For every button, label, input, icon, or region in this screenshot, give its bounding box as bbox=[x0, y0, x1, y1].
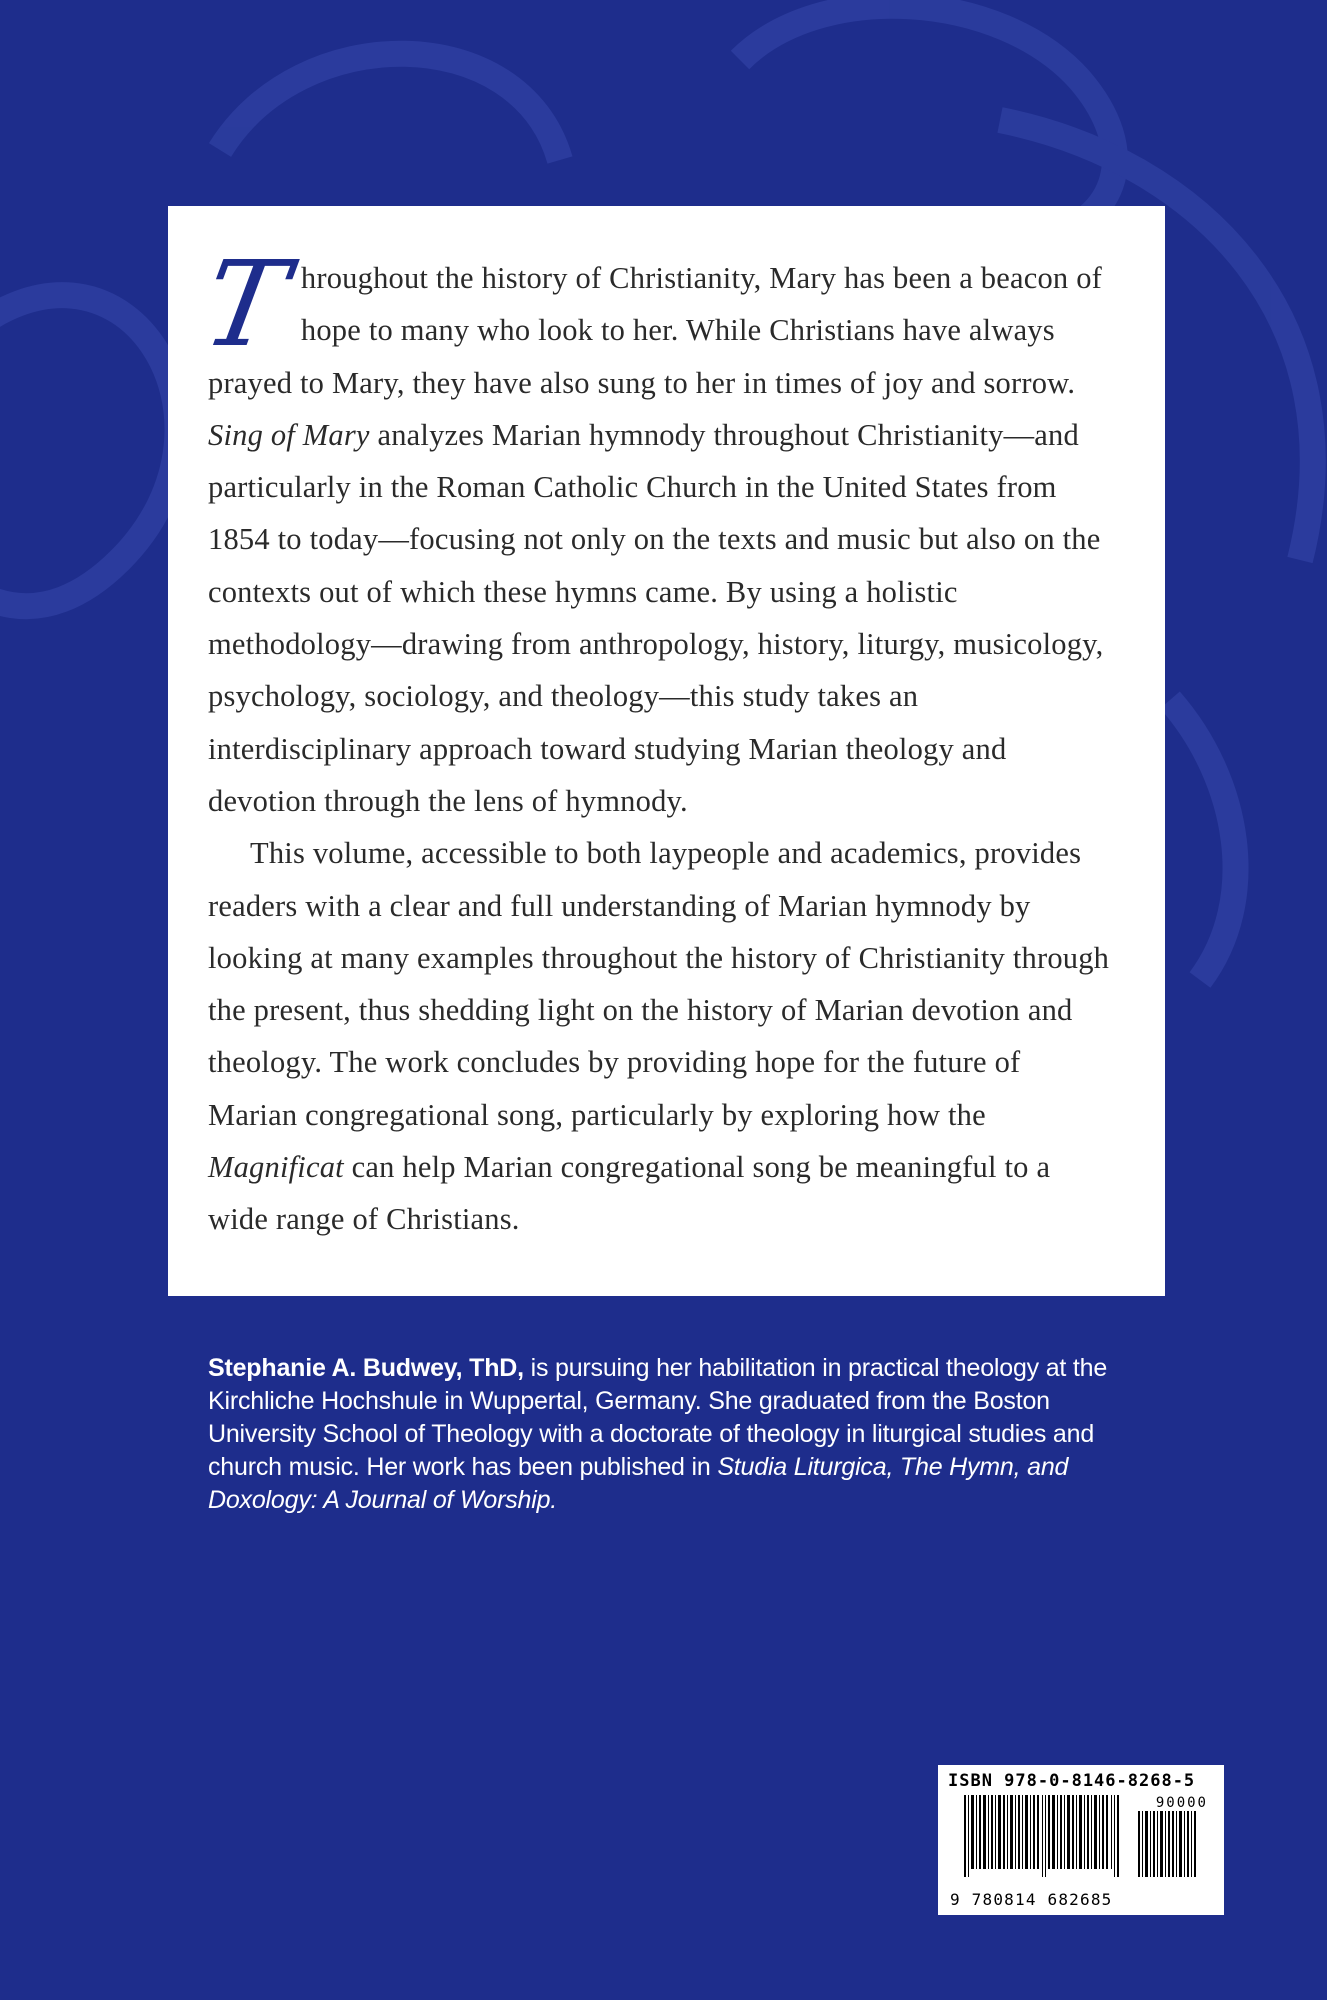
magnificat-italic: Magnificat bbox=[208, 1150, 344, 1185]
blurb-p1-text: hroughout the history of Christianity, Mary has been a beacon of hope to many who look to her. While Christians have always prayed to Mary, they have also sung to her in times of joy and sorrow. bbox=[208, 261, 1102, 400]
author-bio bbox=[208, 1352, 1138, 1517]
blurb-paragraph-2 bbox=[208, 827, 1117, 1245]
blurb-panel bbox=[168, 206, 1165, 1296]
price-code: 90000 bbox=[1155, 1795, 1208, 1811]
author-publications: Studia Liturgica, The Hymn, and Doxology: A Journal of Worship. bbox=[208, 1453, 1069, 1514]
blurb-p1-text-end: analyzes Marian hymnody throughout Christianity—and particularly in the Roman Catholic Church in the United States from 1854 to today—focusing not only on the texts and music but also on the contexts out of which these hymns came. By using a holistic methodology—drawing from anthropology, history, liturgy, musicology, psychology, sociology, and theology—this study takes an interdisciplinary approach toward studying Marian theology and devotion through the lens of hymnody. bbox=[208, 417, 1104, 818]
barcode-panel bbox=[938, 1765, 1224, 1915]
drop-cap: T bbox=[193, 235, 298, 373]
blurb-p2-text-end: can help Marian congregational song be meaningful to a wide range of Christians. bbox=[208, 1150, 1051, 1237]
book-title-italic: Sing of Mary bbox=[208, 417, 370, 452]
author-bio-text: is pursuing her habilitation in practical theology at the Kirchliche Hochshule in Wuppertal, Germany. She graduated from the Boston University School of Theology with a doctorate of theology in liturgical studies and church music. Her work has been published in bbox=[208, 1354, 1108, 1481]
isbn-text: ISBN 978-0-8146-8268-5 bbox=[948, 1771, 1196, 1791]
ean-number: 9 780814 682685 bbox=[950, 1890, 1113, 1909]
blurb-paragraph-1 bbox=[193, 235, 1117, 827]
barcode-bars bbox=[948, 1795, 1214, 1881]
author-name: Stephanie A. Budwey, ThD, bbox=[208, 1354, 524, 1382]
blurb-p2-text: This volume, accessible to both laypeople and academics, provides readers with a clear and full understanding of Marian hymnody by looking at many examples throughout the history of Christianity through the present, thus shedding light on the history of Marian devotion and theology. The work concludes by providing hope for the future of Marian congregational song, particularly by exploring how the bbox=[208, 836, 1110, 1132]
